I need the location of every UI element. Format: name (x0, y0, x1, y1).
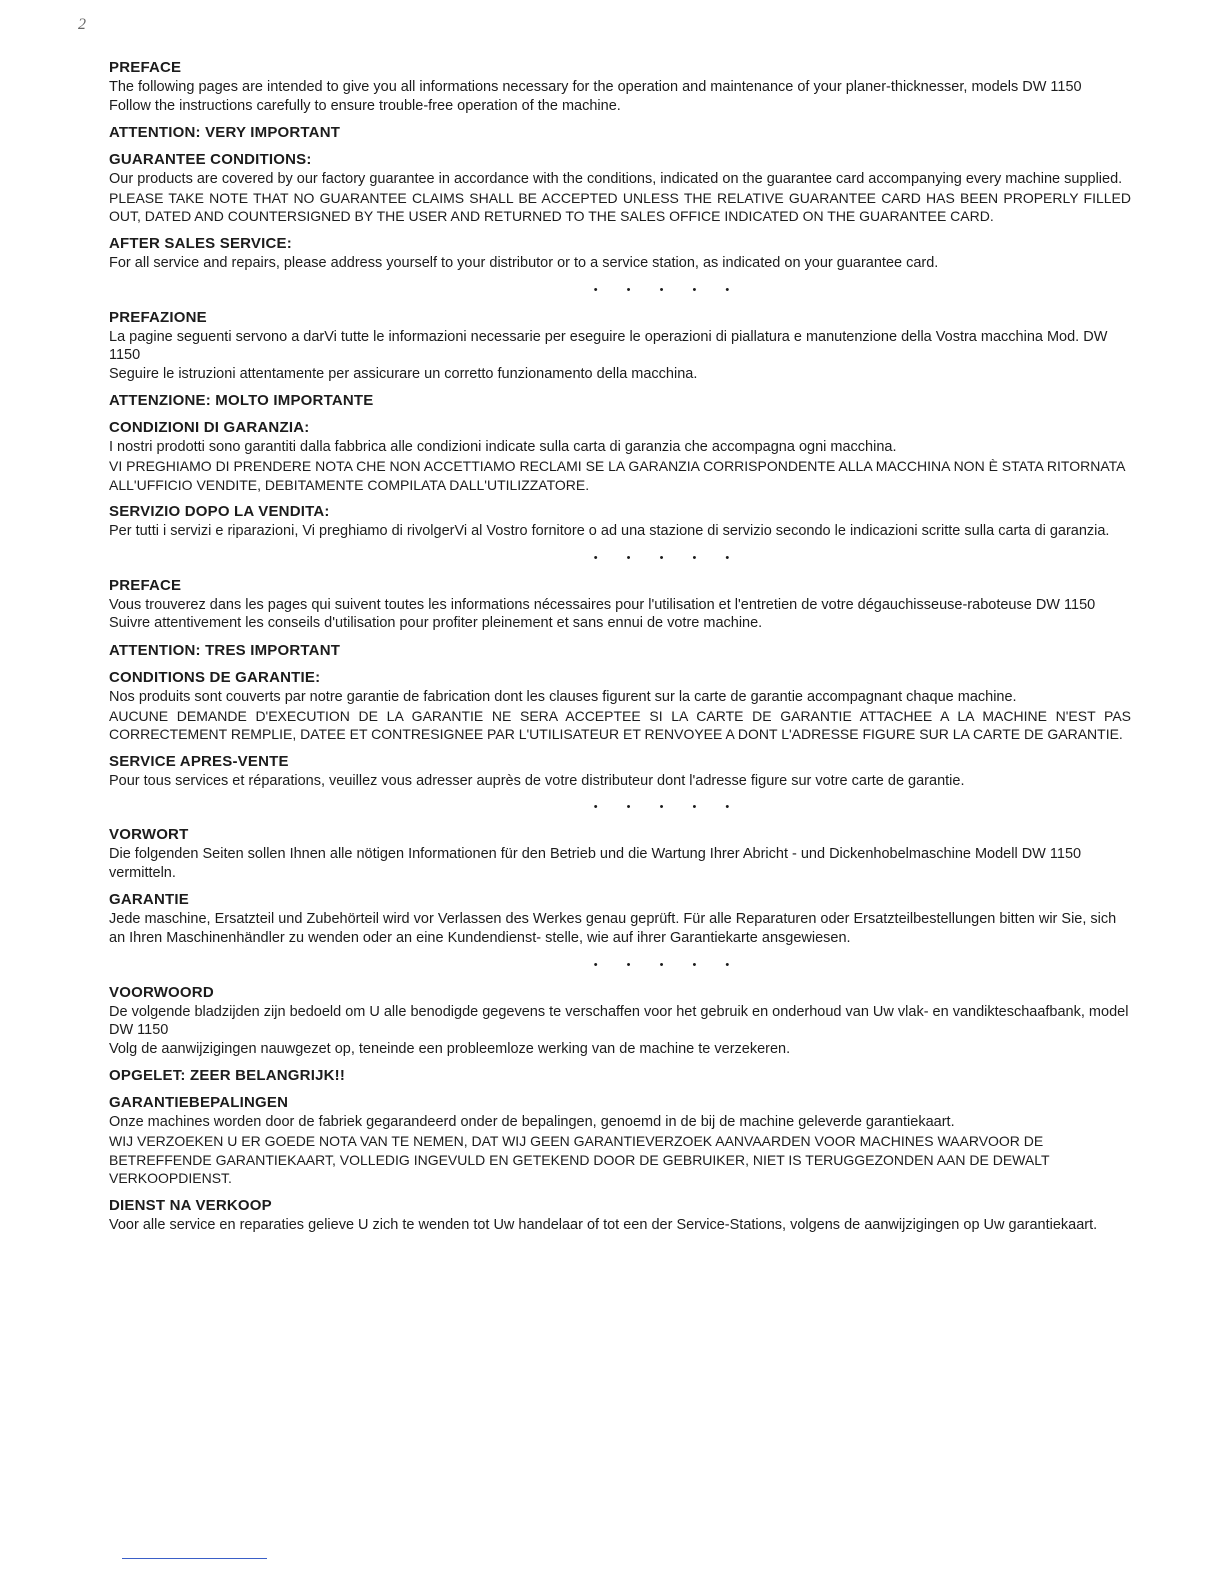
guarantee-heading-de: GARANTIE (109, 891, 189, 909)
section-separator: • • • • • (593, 551, 743, 564)
service-text-it: Per tutti i servizi e riparazioni, Vi preghiamo di rivolgerVi al Vostro fornitore o ad una stazione di servizio secondo le indicazioni scritte sulla carta di garanzia. (109, 523, 1110, 540)
guarantee-caps-nl: WIJ VERZOEKEN U ER GOEDE NOTA VAN TE NEMEN, DAT WIJ GEEN GARANTIEVERZOEK AANVAARDEN VOOR MACHINES WAARVOOR DE BETREFFENDE GARANTIEKAART, VOLLEDIG INGEVULD EN GETEKEND DOOR DE GEBRUIKER, NIET IS TERUGGEZONDEN AAN DE DEWALT VERKOOPDIENST. (109, 1133, 1050, 1187)
guarantee-caps-en: PLEASE TAKE NOTE THAT NO GUARANTEE CLAIMS SHALL BE ACCEPTED UNLESS THE RELATIVE GUARANTEE CARD HAS BEEN PROPERLY FILLED OUT, DATED AND COUNTERSIGNED BY THE USER AND RETURNED TO THE SALES OFFICE INDICATED ON THE GUARANTEE CARD. (109, 189, 1131, 225)
section-english (109, 58, 1131, 273)
section-italian (109, 308, 1131, 541)
service-heading-nl: DIENST NA VERKOOP (109, 1196, 272, 1214)
preface-text-fr: Vous trouverez dans les pages qui suivent toutes les informations nécessaires pour l'utilisation et l'entretien de votre dégauchisseuse-raboteuse DW 1150 (109, 596, 1096, 613)
preface-text2-en: Follow the instructions carefully to ensure trouble-free operation of the machine. (109, 97, 621, 114)
preface-text-nl: De volgende bladzijden zijn bedoeld om U alle benodigde gegevens te verschaffen voor het gebruik en onderhoud van Uw vlak- en vandikteschaafbank, model DW 1150 (109, 1003, 1129, 1039)
preface-text-de: Die folgenden Seiten sollen Ihnen alle nötigen Informationen für den Betrieb und die Wartung Ihrer Abricht - und Dickenhobelmaschine Modell DW 1150 vermitteln. (109, 846, 1082, 881)
footer-rule (122, 1558, 267, 1559)
preface-text2-fr: Suivre attentivement les conseils d'utilisation pour profiter pleinement et sans ennui de votre machine. (109, 615, 763, 632)
attention-heading-en: ATTENTION: VERY IMPORTANT (109, 124, 341, 142)
guarantee-text-en: Our products are covered by our factory guarantee in accordance with the conditions, indicated on the guarantee card accompanying every machine supplied. (109, 171, 1123, 188)
guarantee-caps-it: VI PREGHIAMO DI PRENDERE NOTA CHE NON ACCETTIAMO RECLAMI SE LA GARANZIA CORRISPONDENTE ALLA MACCHINA NON È STATA RITORNATA ALL'UFFICIO VENDITE, DEBITAMENTE COMPILATA DALL'UTILIZZATORE. (109, 457, 1125, 493)
service-text-fr: Pour tous services et réparations, veuillez vous adresser auprès de votre distributeur dont l'adresse figure sur votre carte de garantie. (109, 772, 965, 789)
attention-heading-fr: ATTENTION: TRES IMPORTANT (109, 641, 341, 659)
service-heading-en: AFTER SALES SERVICE: (109, 234, 292, 252)
guarantee-text-de: Jede maschine, Ersatzteil und Zubehörteil wird vor Verlassen des Werkes genau geprüft. Für alle Reparaturen oder Ersatzteilbestellungen bitten wir Sie, sich an Ihren Maschinenhändler zu wenden oder an eine Kundendienst- stelle, wie auf ihrer Garantiekarte ansgewiesen. (109, 911, 1117, 947)
guarantee-heading-nl: GARANTIEBEPALINGEN (109, 1094, 289, 1112)
preface-text-en: The following pages are intended to give you all informations necessary for the operation and maintenance of your planer-thicknesser, models DW 1150 (109, 79, 1082, 95)
guarantee-text-fr: Nos produits sont couverts par notre garantie de fabrication dont les clauses figurent sur la carte de garantie accompagnant chaque machine. (109, 688, 1017, 705)
attention-heading-it: ATTENZIONE: MOLTO IMPORTANTE (109, 392, 374, 410)
preface-text2-it: Seguire le istruzioni attentamente per assicurare un corretto funzionamento della macchina. (109, 365, 698, 382)
preface-heading-en: PREFACE (109, 59, 182, 76)
guarantee-caps-fr: AUCUNE DEMANDE D'EXECUTION DE LA GARANTIE NE SERA ACCEPTEE SI LA CARTE DE GARANTIE ATTACHEE A LA MACHINE N'EST PAS CORRECTEMENT REMPLIE, DATEE ET CONTRESIGNEE PAR L'UTILISATEUR ET RENVOYEE A DONT L'ADRESSE FIGURE SUR LA CARTE DE GARANTIE. (109, 707, 1131, 743)
guarantee-heading-en: GUARANTEE CONDITIONS: (109, 151, 312, 169)
section-separator: • • • • • (593, 283, 743, 296)
preface-heading-it: PREFAZIONE (109, 308, 207, 326)
guarantee-heading-fr: CONDITIONS DE GARANTIE: (109, 668, 321, 686)
preface-text2-nl: Volg de aanwijzigingen nauwgezet op, teneinde een probleemloze werking van de machine te verzekeren. (109, 1040, 791, 1057)
preface-heading-nl: VOORWOORD (109, 983, 214, 1001)
section-separator: • • • • • (593, 801, 743, 814)
service-text-en: For all service and repairs, please address yourself to your distributor or to a service station, as indicated on your guarantee card. (109, 254, 939, 271)
service-text-nl: Voor alle service en reparaties gelieve U zich te wenden tot Uw handelaar of tot een der Service-Stations, volgens de aanwijzigingen op Uw garantiekaart. (109, 1216, 1098, 1233)
guarantee-text-nl: Onze machines worden door de fabriek gegarandeerd onder de bepalingen, genoemd in de bij de machine geleverde garantiekaart. (109, 1114, 955, 1131)
document-body (109, 58, 1131, 1234)
section-dutch (109, 983, 1131, 1235)
attention-heading-nl: OPGELET: ZEER BELANGRIJK!! (109, 1067, 346, 1085)
section-german (109, 825, 1131, 947)
service-heading-fr: SERVICE APRES-VENTE (109, 752, 289, 770)
preface-text-it: La pagine seguenti servono a darVi tutte le informazioni necessarie per eseguire le operazioni di piallatura e manutenzione della Vostra macchina Mod. DW 1150 (109, 328, 1108, 364)
guarantee-text-it: I nostri prodotti sono garantiti dalla fabbrica alle condizioni indicate sulla carta di garanzia che accompagna ogni macchina. (109, 439, 897, 456)
page-number: 2 (78, 16, 86, 33)
preface-heading-fr: PREFACE (109, 576, 182, 594)
section-french (109, 576, 1131, 791)
guarantee-heading-it: CONDIZIONI DI GARANZIA: (109, 419, 310, 437)
service-heading-it: SERVIZIO DOPO LA VENDITA: (109, 503, 330, 521)
section-separator: • • • • • (593, 958, 743, 971)
preface-heading-de: VORWORT (109, 826, 189, 844)
